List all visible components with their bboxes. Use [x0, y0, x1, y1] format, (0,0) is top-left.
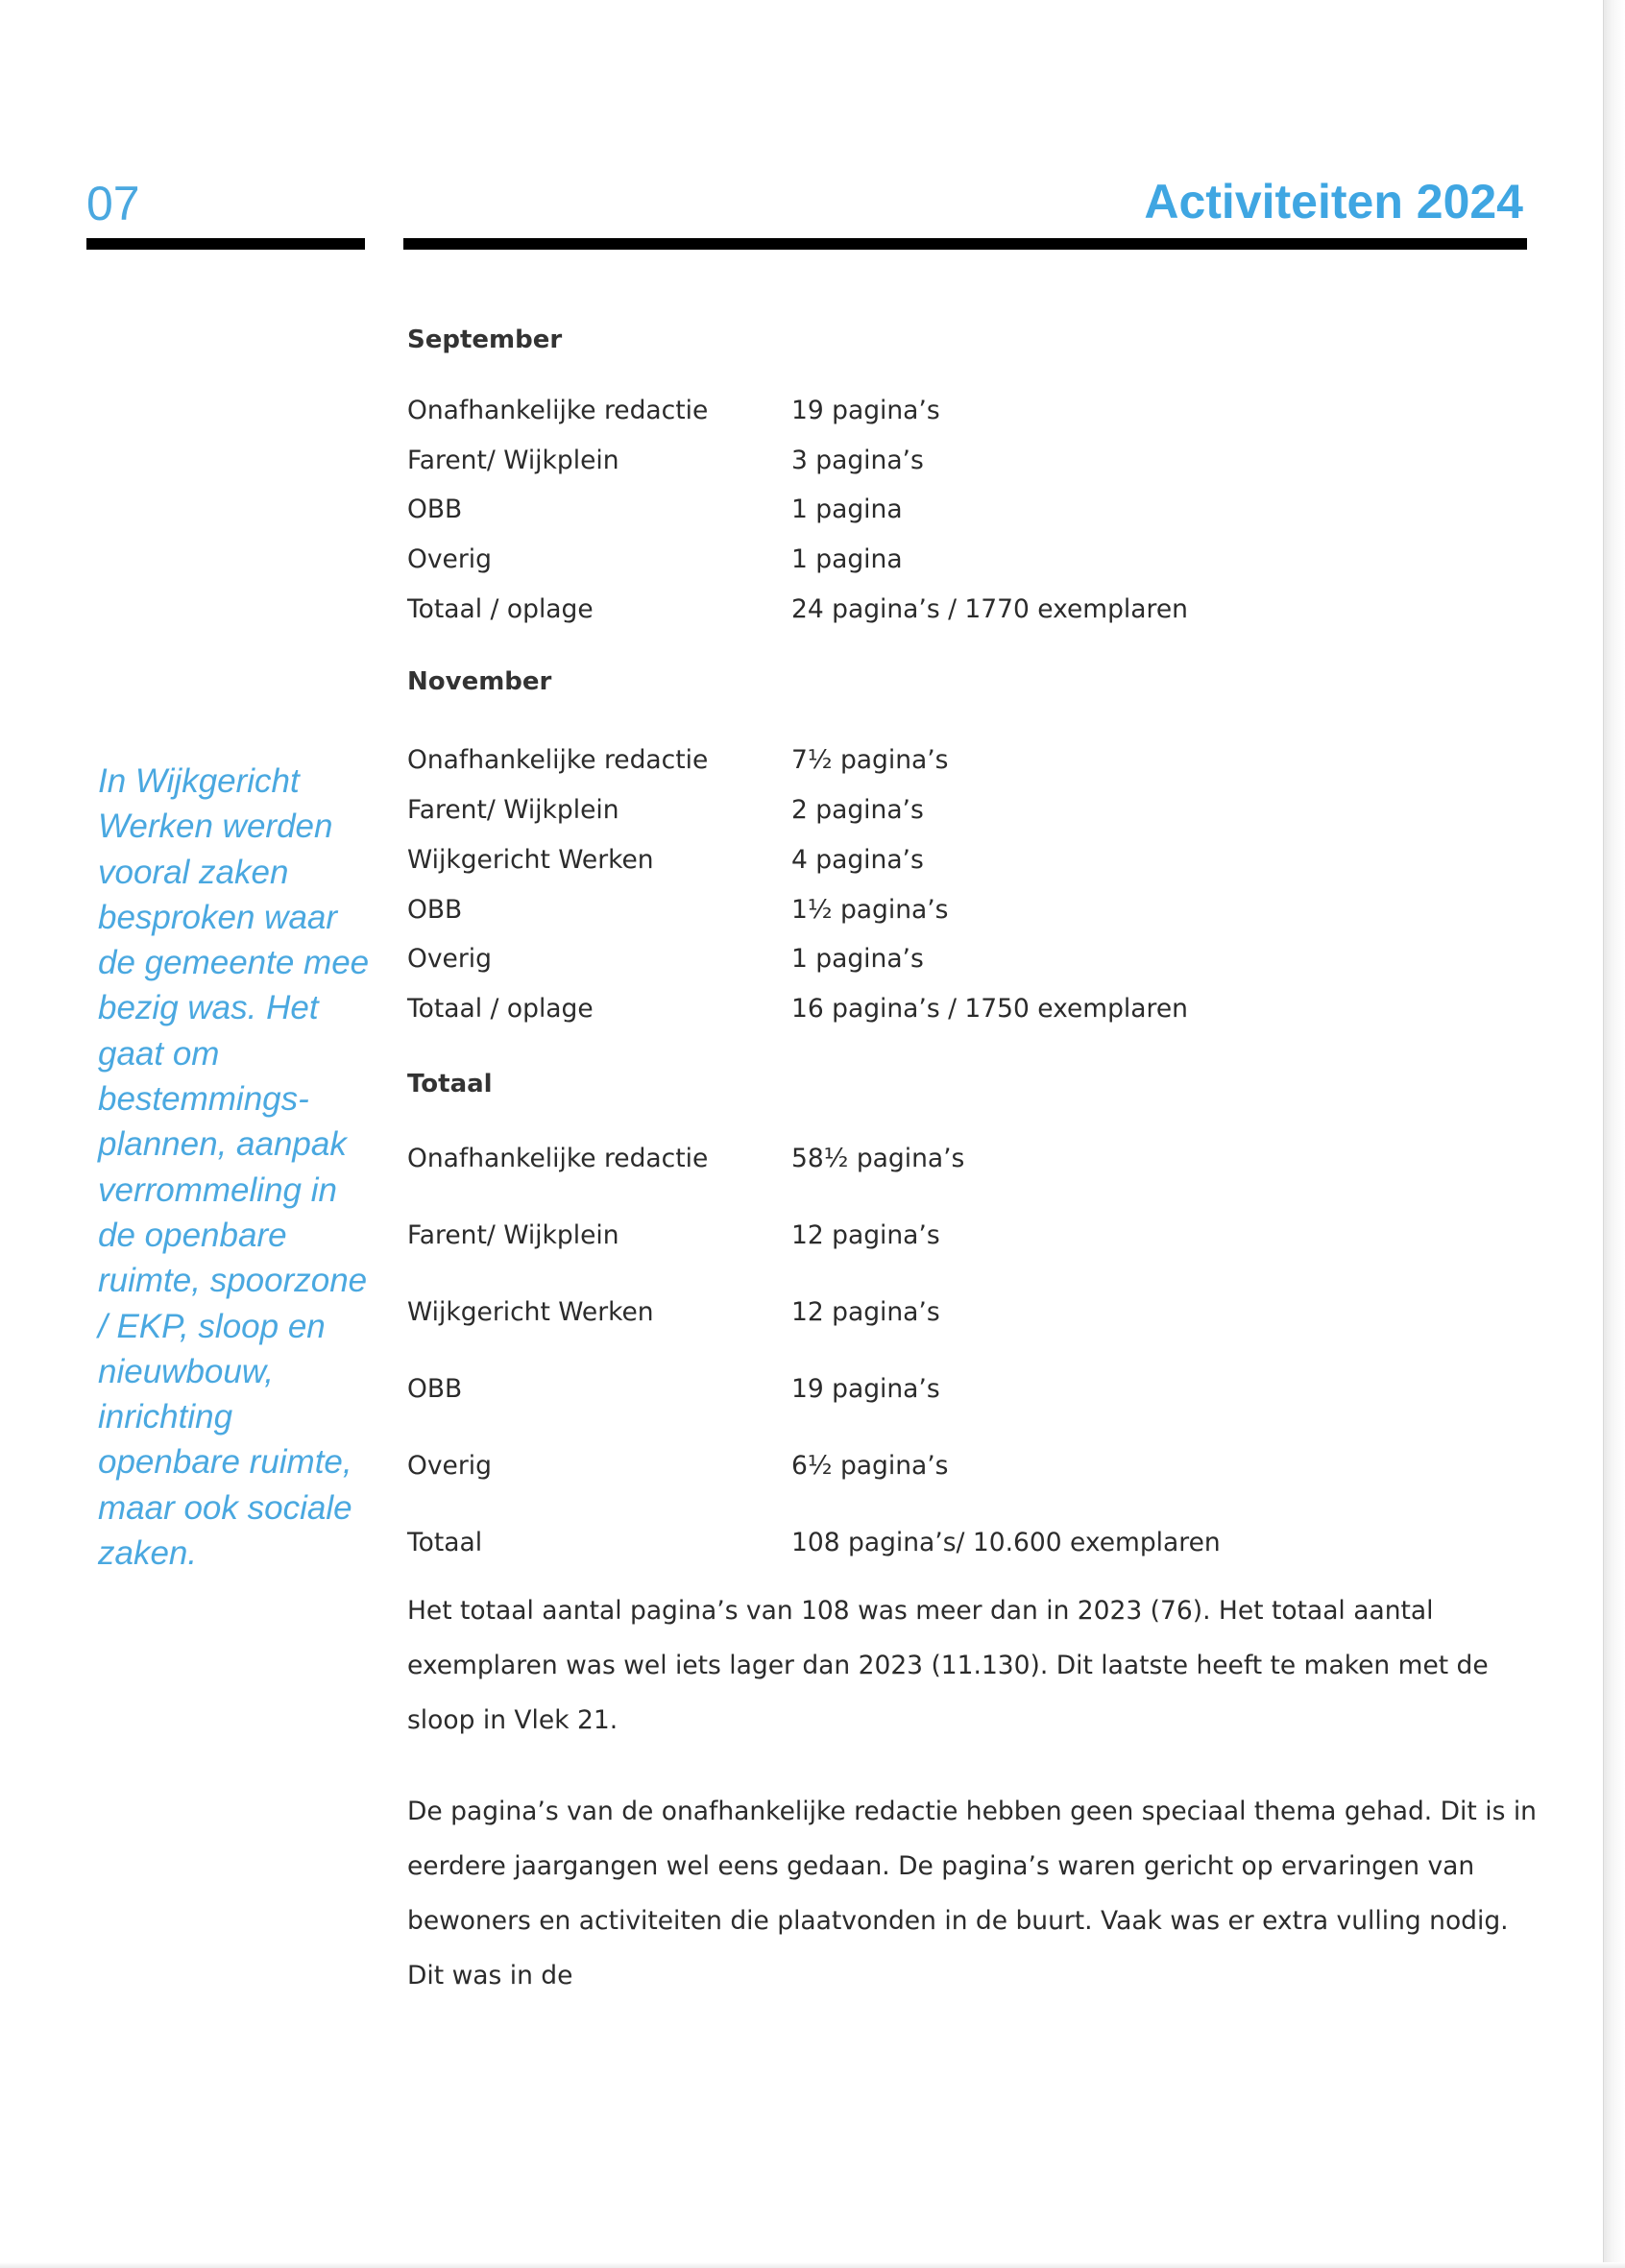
table-row [407, 1121, 1540, 1197]
spacer [407, 363, 1540, 386]
row-label: OBB [407, 894, 463, 925]
row-label: Totaal [407, 1527, 483, 1557]
row-value: 16 pagina’s / 1750 exemplaren [791, 993, 1188, 1024]
section-heading-totaal: Totaal [407, 1069, 493, 1098]
spacer [407, 1034, 1540, 1061]
row-label: Farent/ Wijkplein [407, 795, 619, 826]
page-edge [1603, 0, 1625, 2268]
table-row [407, 535, 1540, 585]
row-label: Wijkgericht Werken [407, 844, 654, 875]
page-title: Activiteiten 2024 [1144, 175, 1523, 229]
row-value: 4 pagina’s [791, 844, 924, 875]
table-row [407, 585, 1540, 635]
table-row [407, 736, 1540, 785]
table-row [407, 1505, 1540, 1581]
table-row [407, 934, 1540, 984]
november-table [407, 736, 1540, 1033]
table-row [407, 1197, 1540, 1274]
main-content [407, 317, 1540, 2003]
row-label: Overig [407, 944, 492, 975]
body-paragraph-1: Het totaal aantal pagina’s van 108 was meer dan in 2023 (76). Het totaal aantal exemplaren was wel iets lager dan 2023 (11.130). Dit laatste heeft te maken met de sloop in Vlek 21. [407, 1595, 1489, 1735]
row-label: Overig [407, 544, 492, 575]
row-label: Onafhankelijke redactie [407, 745, 709, 776]
row-label: Onafhankelijke redactie [407, 396, 709, 425]
row-value: 19 pagina’s [791, 396, 940, 425]
spacer [407, 634, 1540, 659]
row-value: 2 pagina’s [791, 795, 924, 826]
row-value: 6½ pagina’s [791, 1450, 949, 1481]
row-label: Totaal / oplage [407, 993, 594, 1024]
section-heading-september: September [407, 326, 563, 354]
row-value: 1½ pagina’s [791, 894, 949, 925]
row-label: OBB [407, 1373, 463, 1404]
sidebar-pull-quote: In Wijkgericht Werken werden vooral zaken besproken waar de gemeente mee bezig was. Het gaat om bestemmings- plannen, aanpak verrommeling in de openbare ruimte, spoorzone / EKP, sloop en nieuwbouw, inrichting openbare ruimte, maar ook sociale zaken. [98, 762, 370, 1573]
table-row [407, 785, 1540, 835]
row-value: 1 pagina’s [791, 944, 924, 975]
row-label: Overig [407, 1450, 492, 1481]
row-value: 7½ pagina’s [791, 745, 949, 776]
table-row [407, 835, 1540, 885]
header-rule-right [403, 238, 1527, 250]
table-row [407, 885, 1540, 935]
row-label: Totaal / oplage [407, 593, 594, 624]
page-number: 07 [86, 177, 140, 230]
table-row [407, 485, 1540, 535]
table-row [407, 436, 1540, 486]
table-row [407, 386, 1540, 436]
spacer [407, 1748, 1540, 1784]
body-paragraph-2: De pagina’s van de onafhankelijke redactie hebben geen speciaal thema gehad. Dit is in eerdere jaargangen wel eens gedaan. De pagina’s waren gericht op ervaringen van bewoners en activiteiten die plaatvonden in de buurt. Vaak was er extra vulling nodig. Dit was in de [407, 1796, 1537, 1991]
row-value: 1 pagina [791, 495, 903, 525]
row-value: 24 pagina’s / 1770 exemplaren [791, 593, 1188, 624]
header-rule-left [86, 238, 365, 250]
row-label: Farent/ Wijkplein [407, 1219, 619, 1250]
row-label: OBB [407, 495, 463, 525]
row-value: 3 pagina’s [791, 445, 924, 475]
row-value: 19 pagina’s [791, 1373, 940, 1404]
table-row [407, 1351, 1540, 1428]
page-bottom-shadow [0, 2262, 1625, 2268]
row-value: 12 pagina’s [791, 1219, 940, 1250]
row-value: 108 pagina’s/ 10.600 exemplaren [791, 1527, 1221, 1557]
row-label: Farent/ Wijkplein [407, 445, 619, 475]
section-heading-november: November [407, 667, 552, 697]
table-row [407, 1428, 1540, 1505]
spacer [407, 705, 1540, 736]
row-value: 58½ pagina’s [791, 1143, 965, 1173]
row-label: Wijkgericht Werken [407, 1296, 654, 1327]
table-row [407, 1274, 1540, 1351]
spacer [407, 1107, 1540, 1121]
row-value: 1 pagina [791, 544, 903, 575]
row-label: Onafhankelijke redactie [407, 1143, 709, 1173]
row-value: 12 pagina’s [791, 1296, 940, 1327]
table-row [407, 984, 1540, 1034]
september-table [407, 386, 1540, 634]
totaal-table [407, 1121, 1540, 1581]
